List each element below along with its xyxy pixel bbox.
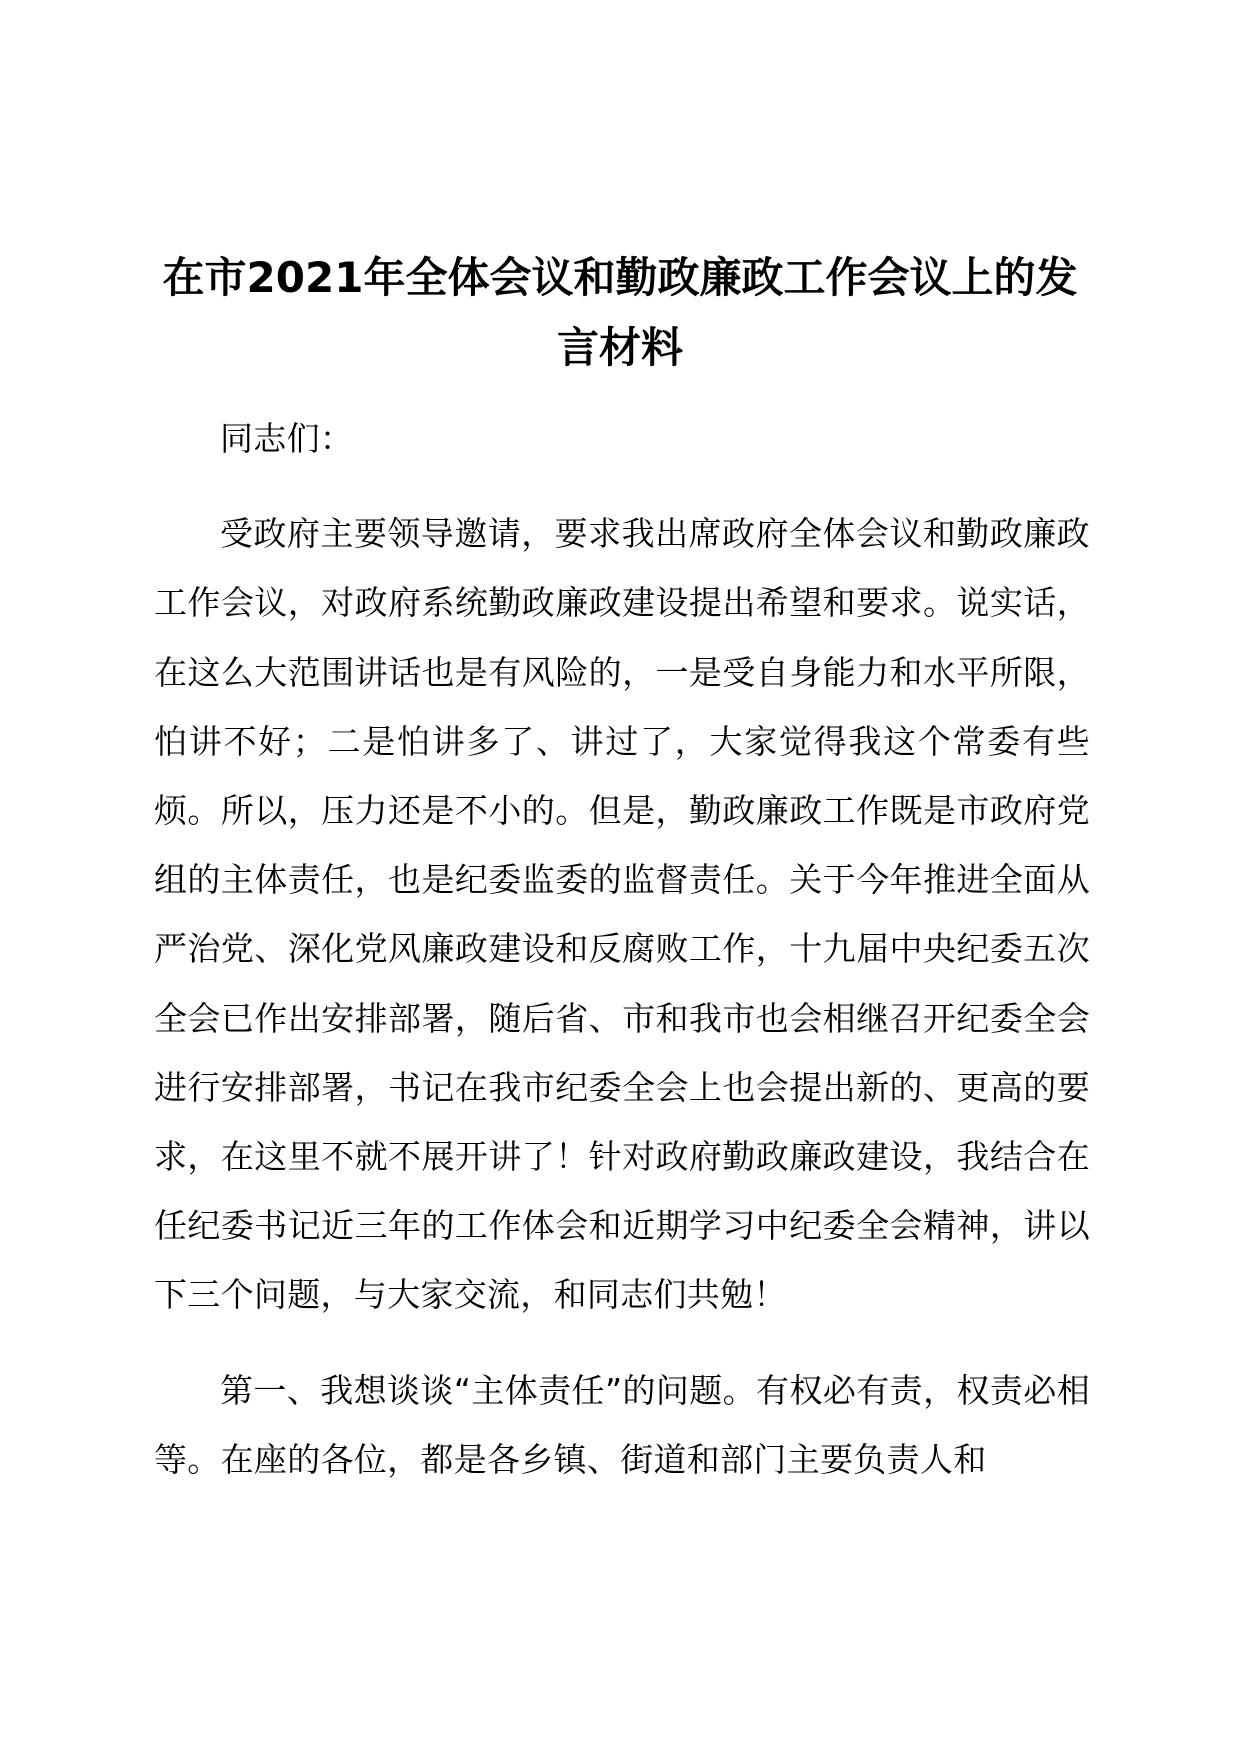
body-paragraph-2: 第一、我想谈谈“主体责任”的问题。有权必有责，权责必相等。在座的各位，都是各乡镇、街道和部门主要负责人和	[154, 1370, 1090, 1479]
body-paragraph-1: 受政府主要领导邀请，要求我出席政府全体会议和勤政廉政工作会议，对政府系统勤政廉政建设提出希望和要求。说实话，在这么大范围讲话也是有风险的，一是受自身能力和水平所限，怕讲不好；二是怕讲多了、讲过了，大家觉得我这个常委有些烦。所以，压力还是不小的。但是，勤政廉政工作既是市政府党组的主体责任，也是纪委监委的监督责任。关于今年推进全面从严治党、深化党风廉政建设和反腐败工作，十九届中央纪委五次全会已作出安排部署，随后省、市和我市也会相继召开纪委全会进行安排部署，书记在我市纪委全会上也会提出新的、更高的要求，在这里不就不展开讲了！针对政府勤政廉政建设，我结合在任纪委书记近三年的工作体会和近期学习中纪委全会精神，讲以下三个问题，与大家交流，和同志们共勉！	[154, 514, 1090, 1315]
document-title: 在市2021年全体会议和勤政廉政工作会议上的发言材料	[162, 253, 1078, 372]
document-body	[154, 404, 1090, 1494]
greeting-line: 同志们：	[220, 419, 354, 458]
